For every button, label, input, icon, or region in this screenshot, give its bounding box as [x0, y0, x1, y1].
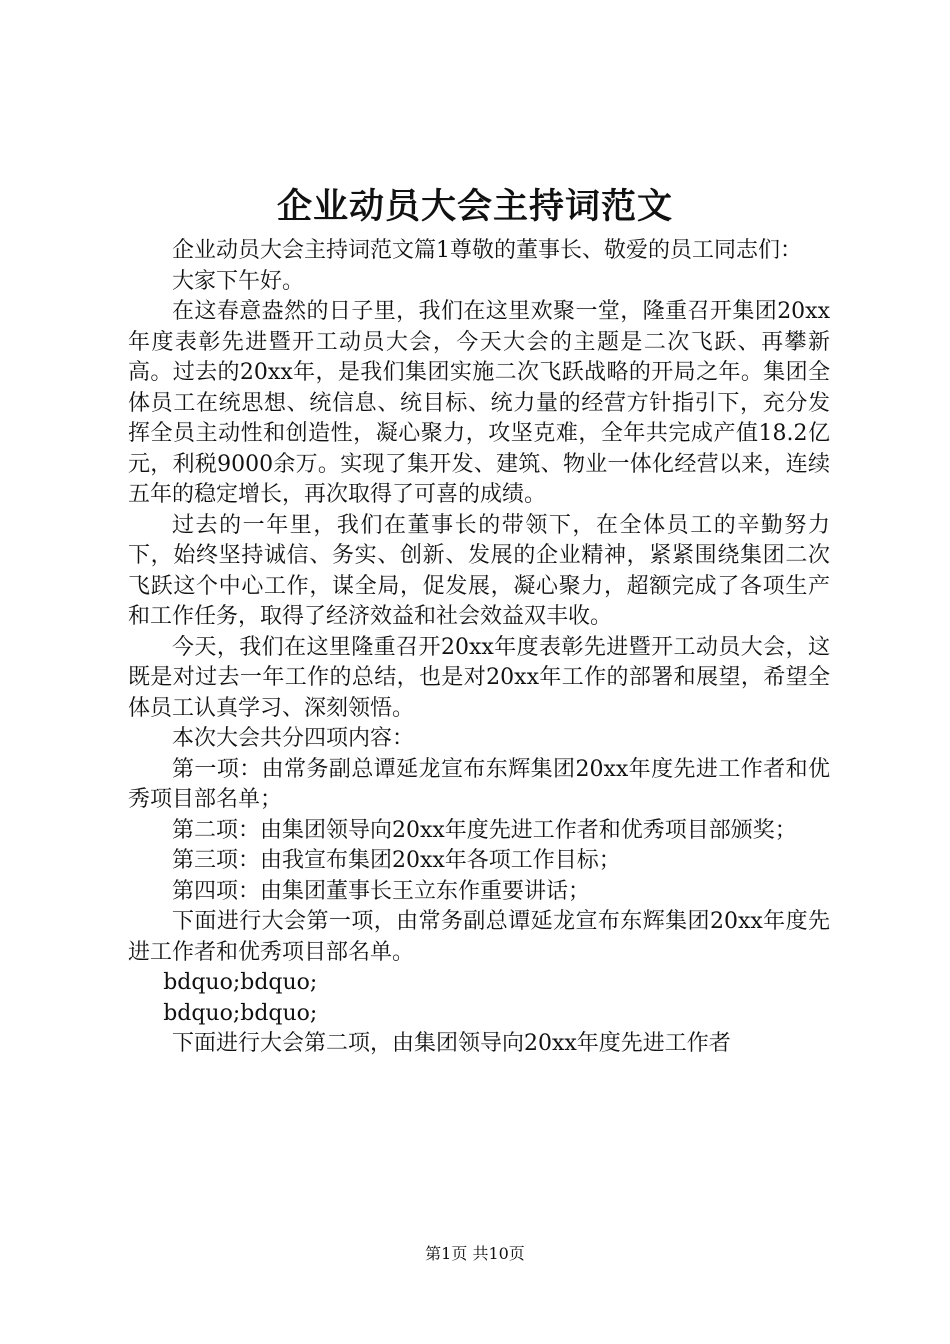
paragraph-agenda-item-3: 第三项：由我宣布集团20xx年各项工作目标； [172, 848, 621, 873]
paragraph-greeting-intro: 企业动员大会主持词范文篇1尊敬的董事长、敬爱的员工同志们： [172, 238, 802, 263]
paragraph-opening: 在这春意盎然的日子里，我们在这里欢聚一堂，隆重召开集团20xx年度表彰先进暨开工动员大会，今天大会的主题是二次飞跃、再攀新高。过去的20xx年，是我们集团实施二次飞跃战略的开局之年。集团全体员工在统思想、统信息、统目标、统力量的经营方针指引下，充分发挥全员主动性和创造性，凝心聚力，攻坚克难，全年共完成产值18.2亿元，利税9000余万。实现了集开发、建筑、物业一体化经营以来，连续五年的稳定增长，再次取得了可喜的成绩。 [128, 299, 830, 507]
paragraph-placeholder-1: bdquo;bdquo; [163, 970, 318, 995]
paragraph-past-year: 过去的一年里，我们在董事长的带领下，在全体员工的辛勤努力下，始终坚持诚信、务实、创新、发展的企业精神，紧紧围绕集团二次飞跃这个中心工作，谋全局，促发展，凝心聚力，超额完成了各项生产和工作任务，取得了经济效益和社会效益双丰收。 [128, 512, 830, 629]
document-body [128, 236, 830, 1060]
paragraph-agenda-item-1: 第一项：由常务副总谭延龙宣布东辉集团20xx年度先进工作者和优秀项目部名单； [128, 756, 830, 812]
paragraph-agenda-item-4: 第四项：由集团董事长王立东作重要讲话； [172, 878, 591, 904]
paragraph-agenda-item-2: 第二项：由集团领导向20xx年度先进工作者和优秀项目部颁奖； [172, 817, 797, 843]
paragraph-today: 今天，我们在这里隆重召开20xx年度表彰先进暨开工动员大会，这既是对过去一年工作的总结，也是对20xx年工作的部署和展望，希望全体员工认真学习、深刻领悟。 [128, 634, 830, 721]
paragraph-placeholder-2: bdquo;bdquo; [163, 1000, 318, 1026]
page-number-footer: 第1页 共10页 [425, 1244, 525, 1263]
document-title: 企业动员大会主持词范文 [276, 186, 673, 227]
paragraph-good-afternoon: 大家下午好。 [172, 268, 305, 294]
paragraph-second-item: 下面进行大会第二项，由集团领导向20xx年度先进工作者 [172, 1031, 731, 1056]
paragraph-first-item: 下面进行大会第一项，由常务副总谭延龙宣布东辉集团20xx年度先进工作者和优秀项目部名单。 [128, 909, 830, 965]
paragraph-agenda-intro: 本次大会共分四项内容： [172, 726, 415, 751]
